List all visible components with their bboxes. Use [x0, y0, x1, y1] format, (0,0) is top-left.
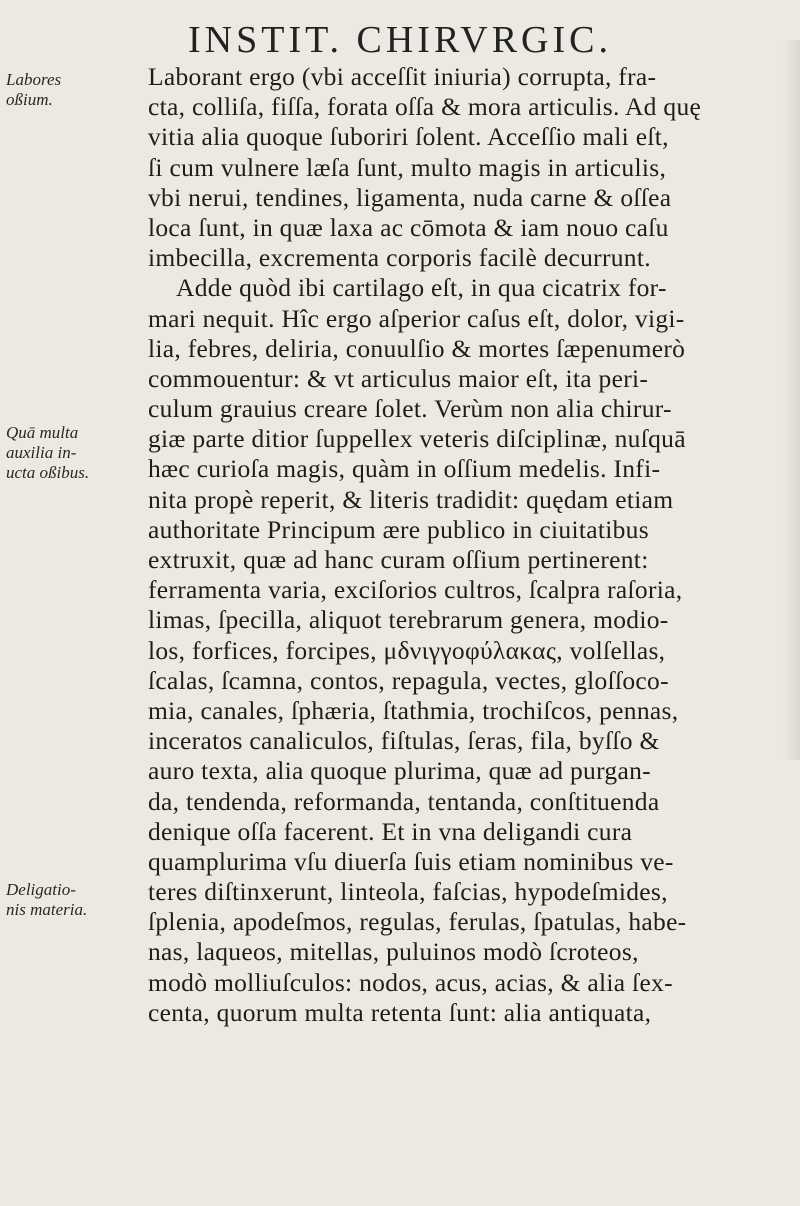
- margin-note-line: Deligatio-: [6, 880, 76, 899]
- text-line: vbi nerui, tendines, ligamenta, nuda carne & oſſea: [148, 182, 672, 212]
- text-line: nita propè reperit, & literis tradidit: quędam etiam: [148, 484, 674, 514]
- text-line: extruxit, quæ ad hanc curam oſſium pertinerent:: [148, 545, 649, 574]
- running-head: INSTIT. CHIRVRGIC.: [188, 19, 612, 61]
- margin-note-line: nis materia.: [6, 900, 88, 919]
- page-edge-shadow: [782, 40, 800, 760]
- margin-note-line: ucta oßibus.: [6, 463, 90, 482]
- text-line-indented: Adde quòd ibi cartilago eſt, in qua cicatrix for-: [176, 273, 667, 303]
- text-line: hæc curioſa magis, quàm in oſſium medelis. Infi-: [148, 454, 661, 484]
- margin-note-line: oßium.: [6, 90, 53, 109]
- text-line: giæ parte ditior ſuppellex veteris diſciplinæ, nuſquā: [148, 424, 686, 454]
- text-line: ſcalas, ſcamna, contos, repagula, vectes, gloſſoco-: [148, 665, 669, 695]
- text-line: quamplurima vſu diuerſa ſuis etiam nominibus ve-: [148, 846, 674, 876]
- text-line: lia, febres, deliria, conuulſio & mortes ſæpenumerò: [148, 333, 686, 363]
- margin-note-labores: [6, 70, 136, 110]
- margin-note-deligatio: [6, 880, 136, 920]
- text-line: ſplenia, apodeſmos, regulas, ferulas, ſpatulas, habe-: [148, 907, 687, 937]
- text-line: centa, quorum multa retenta ſunt: alia antiquata,: [148, 997, 652, 1027]
- text-line: limas, ſpecilla, aliquot terebrarum genera, modio-: [148, 605, 669, 635]
- body-text: [148, 62, 780, 1028]
- text-line: mia, canales, ſphæria, ſtathmia, trochiſcos, pennas,: [148, 695, 679, 725]
- margin-note-auxilia: [6, 423, 136, 483]
- margin-note-line: Quā multa: [6, 423, 79, 442]
- text-line: nas, laqueos, mitellas, puluinos modò ſcroteos,: [148, 937, 639, 967]
- text-line: mari nequit. Hîc ergo aſperior caſus eſt, dolor, vigi-: [148, 303, 685, 333]
- text-line: ferramenta varia, exciſorios cultros, ſcalpra raſoria,: [148, 575, 683, 605]
- text-line: da, tendenda, reformanda, tentanda, conſtituenda: [148, 786, 660, 816]
- text-line: loca ſunt, in quæ laxa ac cōmota & iam nouo caſu: [148, 212, 669, 242]
- text-line: culum grauius creare ſolet. Verùm non alia chirur-: [148, 394, 672, 424]
- text-line: commouentur: & vt articulus maior eſt, ita peri-: [148, 363, 649, 393]
- text-line: inceratos canaliculos, fiſtulas, ſeras, fila, byſſo &: [148, 726, 660, 756]
- text-line: imbecilla, excrementa corporis facilè decurrunt.: [148, 243, 651, 273]
- text-line: los, forfices, forcipes, μδνιγγοφύλακας, volſellas,: [148, 635, 666, 665]
- text-line: Laborant ergo (vbi acceſſit iniuria) corrupta, fra-: [148, 62, 657, 91]
- margin-note-line: auxilia in-: [6, 443, 77, 462]
- text-line: modò molliuſculos: nodos, acus, acias, & alia ſex-: [148, 967, 673, 997]
- text-line: teres diſtinxerunt, linteola, faſcias, hypodeſmides,: [148, 877, 668, 907]
- margin-note-line: Labores: [6, 70, 62, 89]
- text-line: authoritate Principum ære publico in ciuitatibus: [148, 514, 649, 544]
- text-line: denique oſſa facerent. Et in vna deligandi cura: [148, 816, 633, 846]
- text-line: auro texta, alia quoque plurima, quæ ad purgan-: [148, 756, 651, 786]
- text-line: cta, colliſa, fiſſa, forata oſſa & mora articulis. Ad quę: [148, 92, 702, 122]
- text-line: vitia alia quoque ſuboriri ſolent. Acceſſio mali eſt,: [148, 122, 669, 152]
- text-line: ſi cum vulnere læſa ſunt, multo magis in articulis,: [148, 152, 667, 182]
